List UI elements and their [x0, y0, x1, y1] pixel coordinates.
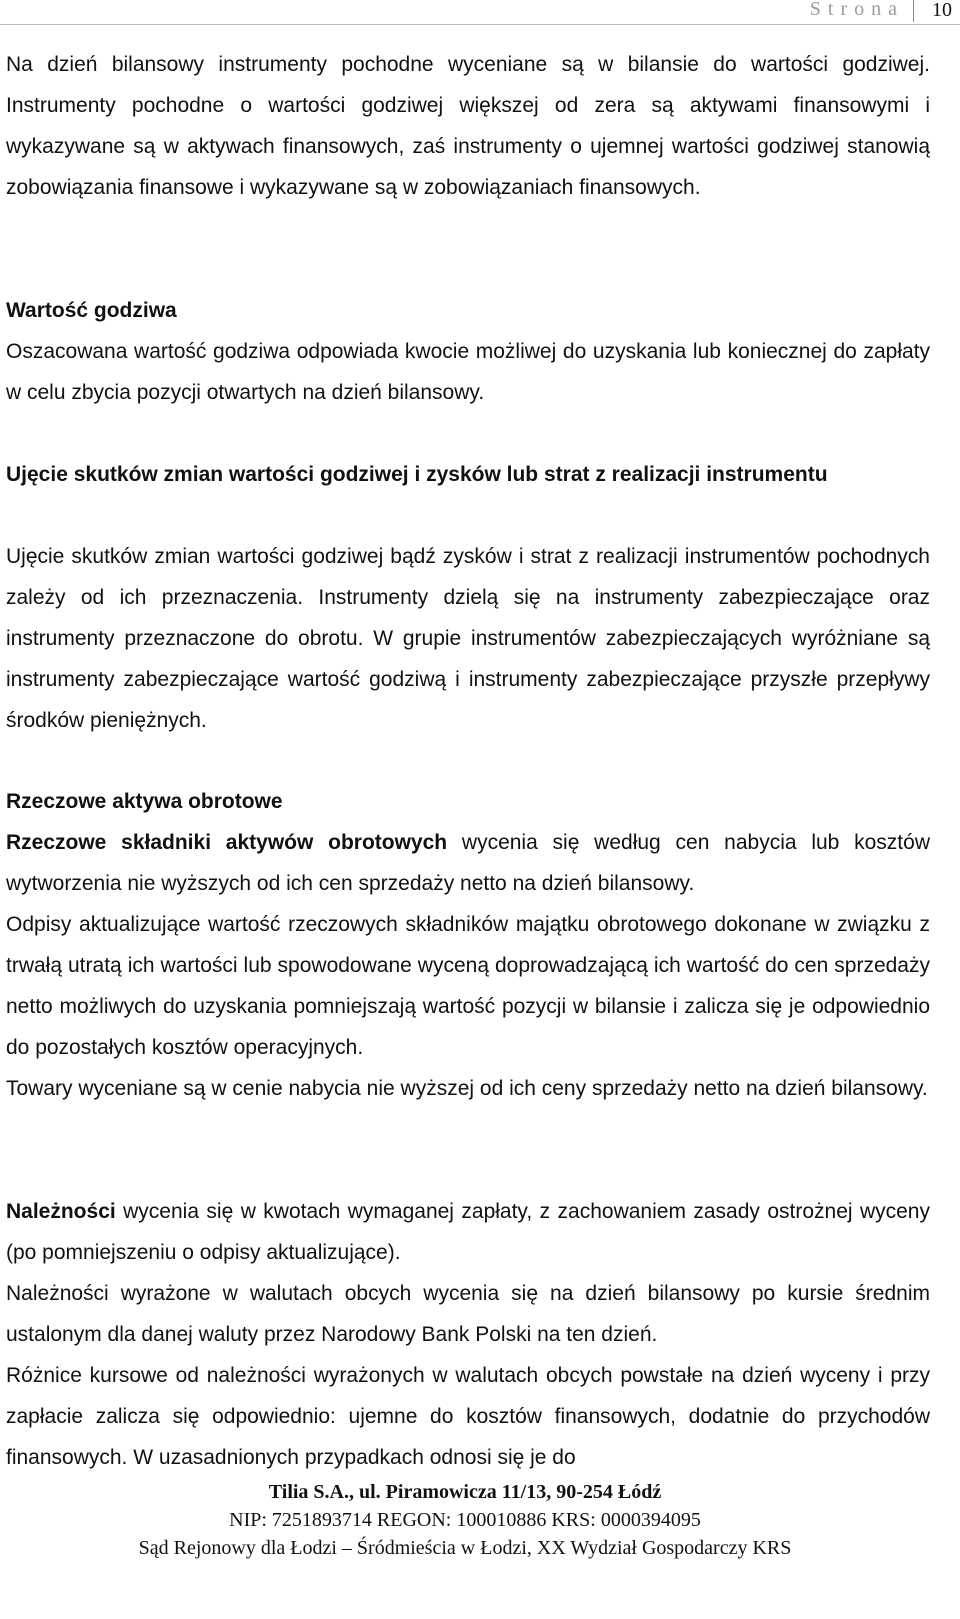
heading-rzeczowe-aktywa: Rzeczowe aktywa obrotowe — [6, 790, 283, 813]
paragraph-rzeczowe-skladniki — [6, 822, 930, 904]
paragraph-rzeczowe-skladniki-text: wycenia się według cen nabycia lub kosztów wytworzenia nie wyższych od ich cen sprzedaży netto na dzień bilansowy. — [6, 831, 930, 895]
header-separator — [913, 0, 914, 22]
paragraph-odpisy-aktualizujace: Odpisy aktualizujące wartość rzeczowych składników majątku obrotowego dokonane w związku z trwałą utratą ich wartości lub spowodowane wyceną doprowadzającą ich wartość do cen sprzedaży netto możliwych do uzyskania pomniejszają wartość pozycji w bilansie i zalicza się je odpowiednio do pozostałych kosztów operacyjnych. — [6, 913, 930, 1059]
term-rzeczowe-skladniki: Rzeczowe składniki aktywów obrotowych — [6, 831, 448, 854]
paragraph-naleznosci — [6, 1191, 930, 1273]
paragraph-ujecie-skutkow: Ujęcie skutków zmian wartości godziwej bądź zysków i strat z realizacji instrumentów pochodnych zależy od ich przeznaczenia. Instrumenty dzielą się na instrumenty zabezpieczające oraz instrumenty przeznaczone do obrotu. W grupie instrumentów zabezpieczających wyróżniane są instrumenty zabezpieczające wartość godziwą i instrumenty zabezpieczające przyszłe przepływy środków pieniężnych. — [6, 545, 930, 732]
page-footer — [0, 1478, 960, 1562]
paragraph-wartosc-godziwa: Oszacowana wartość godziwa odpowiada kwocie możliwej do uzyskania lub koniecznej do zapłaty w celu zbycia pozycji otwartych na dzień bilansowy. — [6, 340, 930, 404]
heading-wartosc-godziwa: Wartość godziwa — [6, 299, 177, 322]
heading-ujecie-skutkow: Ujęcie skutków zmian wartości godziwej i zysków lub strat z realizacji instrumentu — [6, 463, 828, 486]
paragraph-towary: Towary wyceniane są w cenie nabycia nie wyższej od ich ceny sprzedaży netto na dzień bilansowy. — [6, 1077, 928, 1100]
footer-company-address: Tilia S.A., ul. Piramowicza 11/13, 90-254 Łódź — [268, 1481, 662, 1503]
paragraph-naleznosci-text: wycenia się w kwotach wymaganej zapłaty, z zachowaniem zasady ostrożnej wyceny (po pomniejszeniu o odpisy aktualizujące). — [6, 1200, 930, 1264]
paragraph-roznice-kursowe: Różnice kursowe od należności wyrażonych w walutach obcych powstałe na dzień wyceny i przy zapłacie zalicza się odpowiednio: ujemne do kosztów finansowych, dodatnie do przychodów finansowych. W uzasadnionych przypadkach odnosi się je do — [6, 1364, 930, 1469]
paragraph-naleznosci-waluty: Należności wyrażone w walutach obcych wycenia się na dzień bilansowy po kursie średnim ustalonym dla danej waluty przez Narodowy Bank Polski na ten dzień. — [6, 1282, 930, 1346]
page-number: 10 — [932, 0, 952, 21]
paragraph-instrumenty-pochodne: Na dzień bilansowy instrumenty pochodne wyceniane są w bilansie do wartości godziwej. Instrumenty pochodne o wartości godziwej większej od zera są aktywami finansowymi i wykazywane są w aktywach finansowych, zaś instrumenty o ujemnej wartości godziwej stanowią zobowiązania finansowe i wykazywane są w zobowiązaniach finansowych. — [6, 53, 930, 199]
term-naleznosci: Należności — [6, 1200, 116, 1223]
footer-registration-numbers: NIP: 7251893714 REGON: 100010886 KRS: 0000394095 — [229, 1509, 701, 1531]
section-rzeczowe-aktywa — [6, 822, 930, 1109]
page-label: Strona — [809, 0, 904, 20]
footer-court: Sąd Rejonowy dla Łodzi – Śródmieścia w Łodzi, XX Wydział Gospodarczy KRS — [138, 1537, 792, 1559]
page-header — [0, 0, 960, 25]
section-naleznosci — [6, 1191, 930, 1478]
